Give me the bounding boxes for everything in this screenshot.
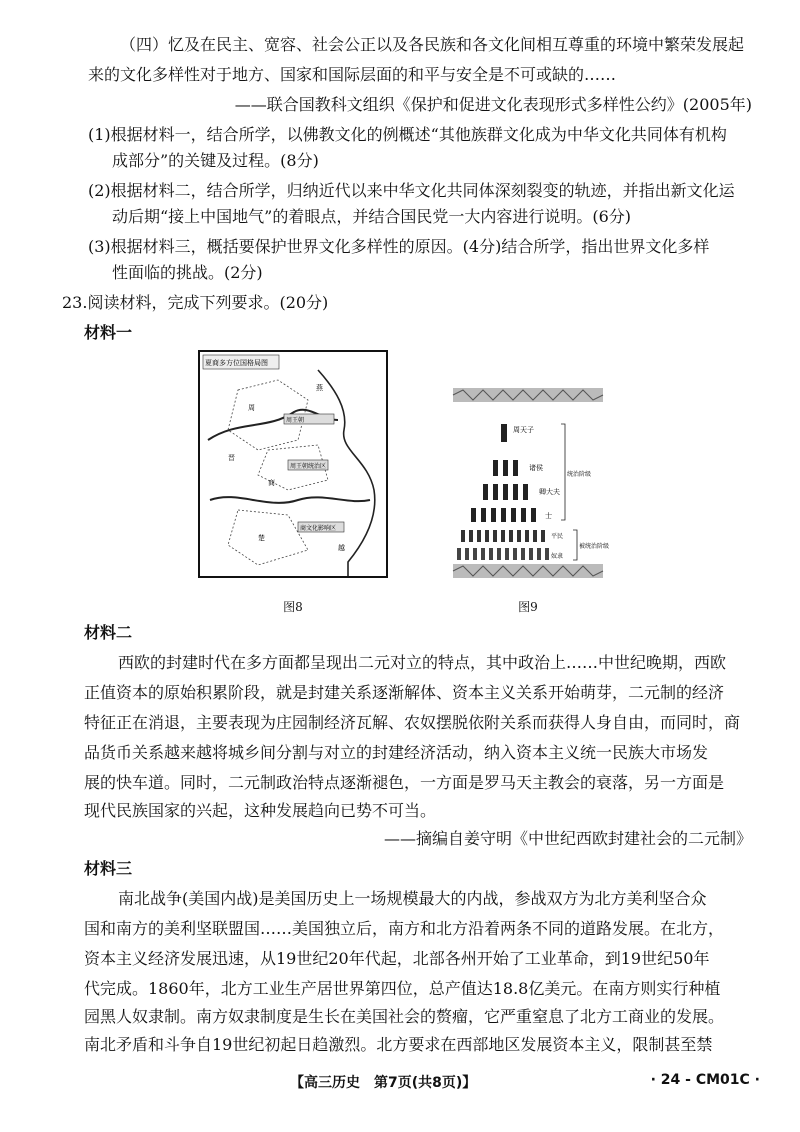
material2-title: 材料二 bbox=[84, 623, 133, 642]
material3-line-4: 代完成。1860年，北方工业生产居世界第四位，总产值达18.8亿美元。在南方则实行种植 bbox=[84, 979, 721, 998]
material2-line-4: 品货币关系越来越将城乡间分割与对立的封建经济活动，纳入资本主义统一民族大市场发 bbox=[84, 743, 709, 762]
fig8-caption: 图8 bbox=[283, 600, 303, 614]
material3-title: 材料三 bbox=[84, 859, 133, 878]
pyramid-level-commoners: 平民 bbox=[551, 533, 564, 540]
material2-line-3: 特征正在消退，主要表现为庄园制经济瓦解、农奴摆脱依附关系而获得人身自由，而同时，商 bbox=[84, 713, 741, 732]
q22-item-2-line-1: (2)根据材料二，结合所学，归纳近代以来中华文化共同体深刻裂变的轨迹，并指出新文化运 bbox=[88, 181, 735, 200]
map-label-shang-wenhua: 商文化影响区 bbox=[300, 525, 337, 532]
intro-line-1: （四）忆及在民主、宽容、社会公正以及各民族和各文化间相互尊重的环境中繁荣发展起 bbox=[120, 35, 745, 54]
q22-item-3-line-1: (3)根据材料三，概括要保护世界文化多样性的原因。(4分)结合所学，指出世界文化多样 bbox=[88, 237, 710, 256]
q22-item-1-line-2: 成部分”的关键及过程。(8分) bbox=[112, 151, 319, 170]
map-label-zhou-wangchao: 周王朝 bbox=[286, 417, 305, 424]
q22-item-1-line-1: (1)根据材料一，结合所学，以佛教文化的例概述“其他族群文化成为中华文化共同体有机构 bbox=[88, 125, 727, 144]
pyramid-level-lords: 诸侯 bbox=[529, 464, 543, 472]
footer-page-info: 【高三历史 第7页(共8页)】 bbox=[290, 1075, 477, 1091]
material2-line-5: 展的快车道。同时，二元制政治特点逐渐褪色，一方面是罗马天主教会的衰落，另一方面是 bbox=[84, 773, 725, 792]
map-title: 夏商多方位国格局图 bbox=[205, 359, 268, 367]
material3-line-6: 南北矛盾和斗争自19世纪初起日趋激烈。北方要求在西部地区发展资本主义，限制甚至禁 bbox=[84, 1035, 713, 1054]
material3-line-3: 资本主义经济发展迅速，从19世纪20年代起，北部各州开始了工业革命，到19世纪50年 bbox=[84, 949, 710, 968]
material3-line-1: 南北战争(美国内战)是美国历史上一场规模最大的内战，参战双方为北方美利坚合众 bbox=[118, 889, 707, 908]
fig9-pyramid bbox=[453, 388, 610, 578]
pyramid-ruling-class: 统治阶级 bbox=[567, 471, 592, 478]
pyramid-level-shi: 士 bbox=[545, 512, 552, 520]
map-drawing bbox=[198, 350, 388, 578]
q23-header: 23.阅读材料，完成下列要求。(20分) bbox=[62, 293, 329, 312]
q22-item-2-line-2: 动后期“接上中国地气”的着眼点，并结合国民党一大内容进行说明。(6分) bbox=[112, 207, 632, 226]
pyramid-level-king: 周天子 bbox=[513, 426, 534, 434]
pyramid-level-slaves: 奴隶 bbox=[551, 553, 564, 560]
pyramid-level-ministers: 卿大夫 bbox=[539, 488, 560, 496]
material2-line-1: 西欧的封建时代在多方面都呈现出二元对立的特点，其中政治上……中世纪晚期，西欧 bbox=[118, 653, 727, 672]
material1-title: 材料一 bbox=[84, 323, 133, 342]
q22-item-3-line-2: 性面临的挑战。(2分) bbox=[112, 263, 263, 282]
material3-line-2: 国和南方的美利坚联盟国……美国独立后，南方和北方沿着两条不同的道路发展。在北方， bbox=[84, 919, 725, 938]
pyramid-ruled-class: 被统治阶级 bbox=[579, 543, 610, 550]
material2-line-6: 现代民族国家的兴起，这种发展趋向已势不可当。 bbox=[84, 801, 437, 820]
pyramid-drawing bbox=[453, 388, 610, 578]
map-label-jin: 晋 bbox=[228, 454, 235, 462]
map-label-yan: 燕 bbox=[316, 384, 323, 392]
map-label-shang: 商 bbox=[268, 479, 275, 487]
map-label-zhou-tongzhi: 周王朝统治区 bbox=[290, 463, 327, 470]
intro-citation: ——联合国教科文组织《保护和促进文化表现形式多样性公约》(2005年) bbox=[234, 95, 752, 114]
fig8-map bbox=[198, 350, 388, 578]
map-label-yue: 越 bbox=[338, 544, 345, 552]
material2-citation: ——摘编自姜守明《中世纪西欧封建社会的二元制》 bbox=[383, 829, 752, 848]
map-label-zhou: 周 bbox=[248, 404, 255, 412]
fig9-caption: 图9 bbox=[518, 600, 538, 614]
footer-code: · 24 - CM01C · bbox=[650, 1072, 760, 1088]
material3-line-5: 园黑人奴隶制。南方奴隶制度是生长在美国社会的赘瘤，它严重窒息了北方工商业的发展。 bbox=[84, 1007, 725, 1026]
map-label-chu: 楚 bbox=[258, 534, 265, 542]
material2-line-2: 正值资本的原始积累阶段，就是封建关系逐渐解体、资本主义关系开始萌芽，二元制的经济 bbox=[84, 683, 725, 702]
intro-line-2: 来的文化多样性对于地方、国家和国际层面的和平与安全是不可或缺的…… bbox=[88, 65, 617, 84]
